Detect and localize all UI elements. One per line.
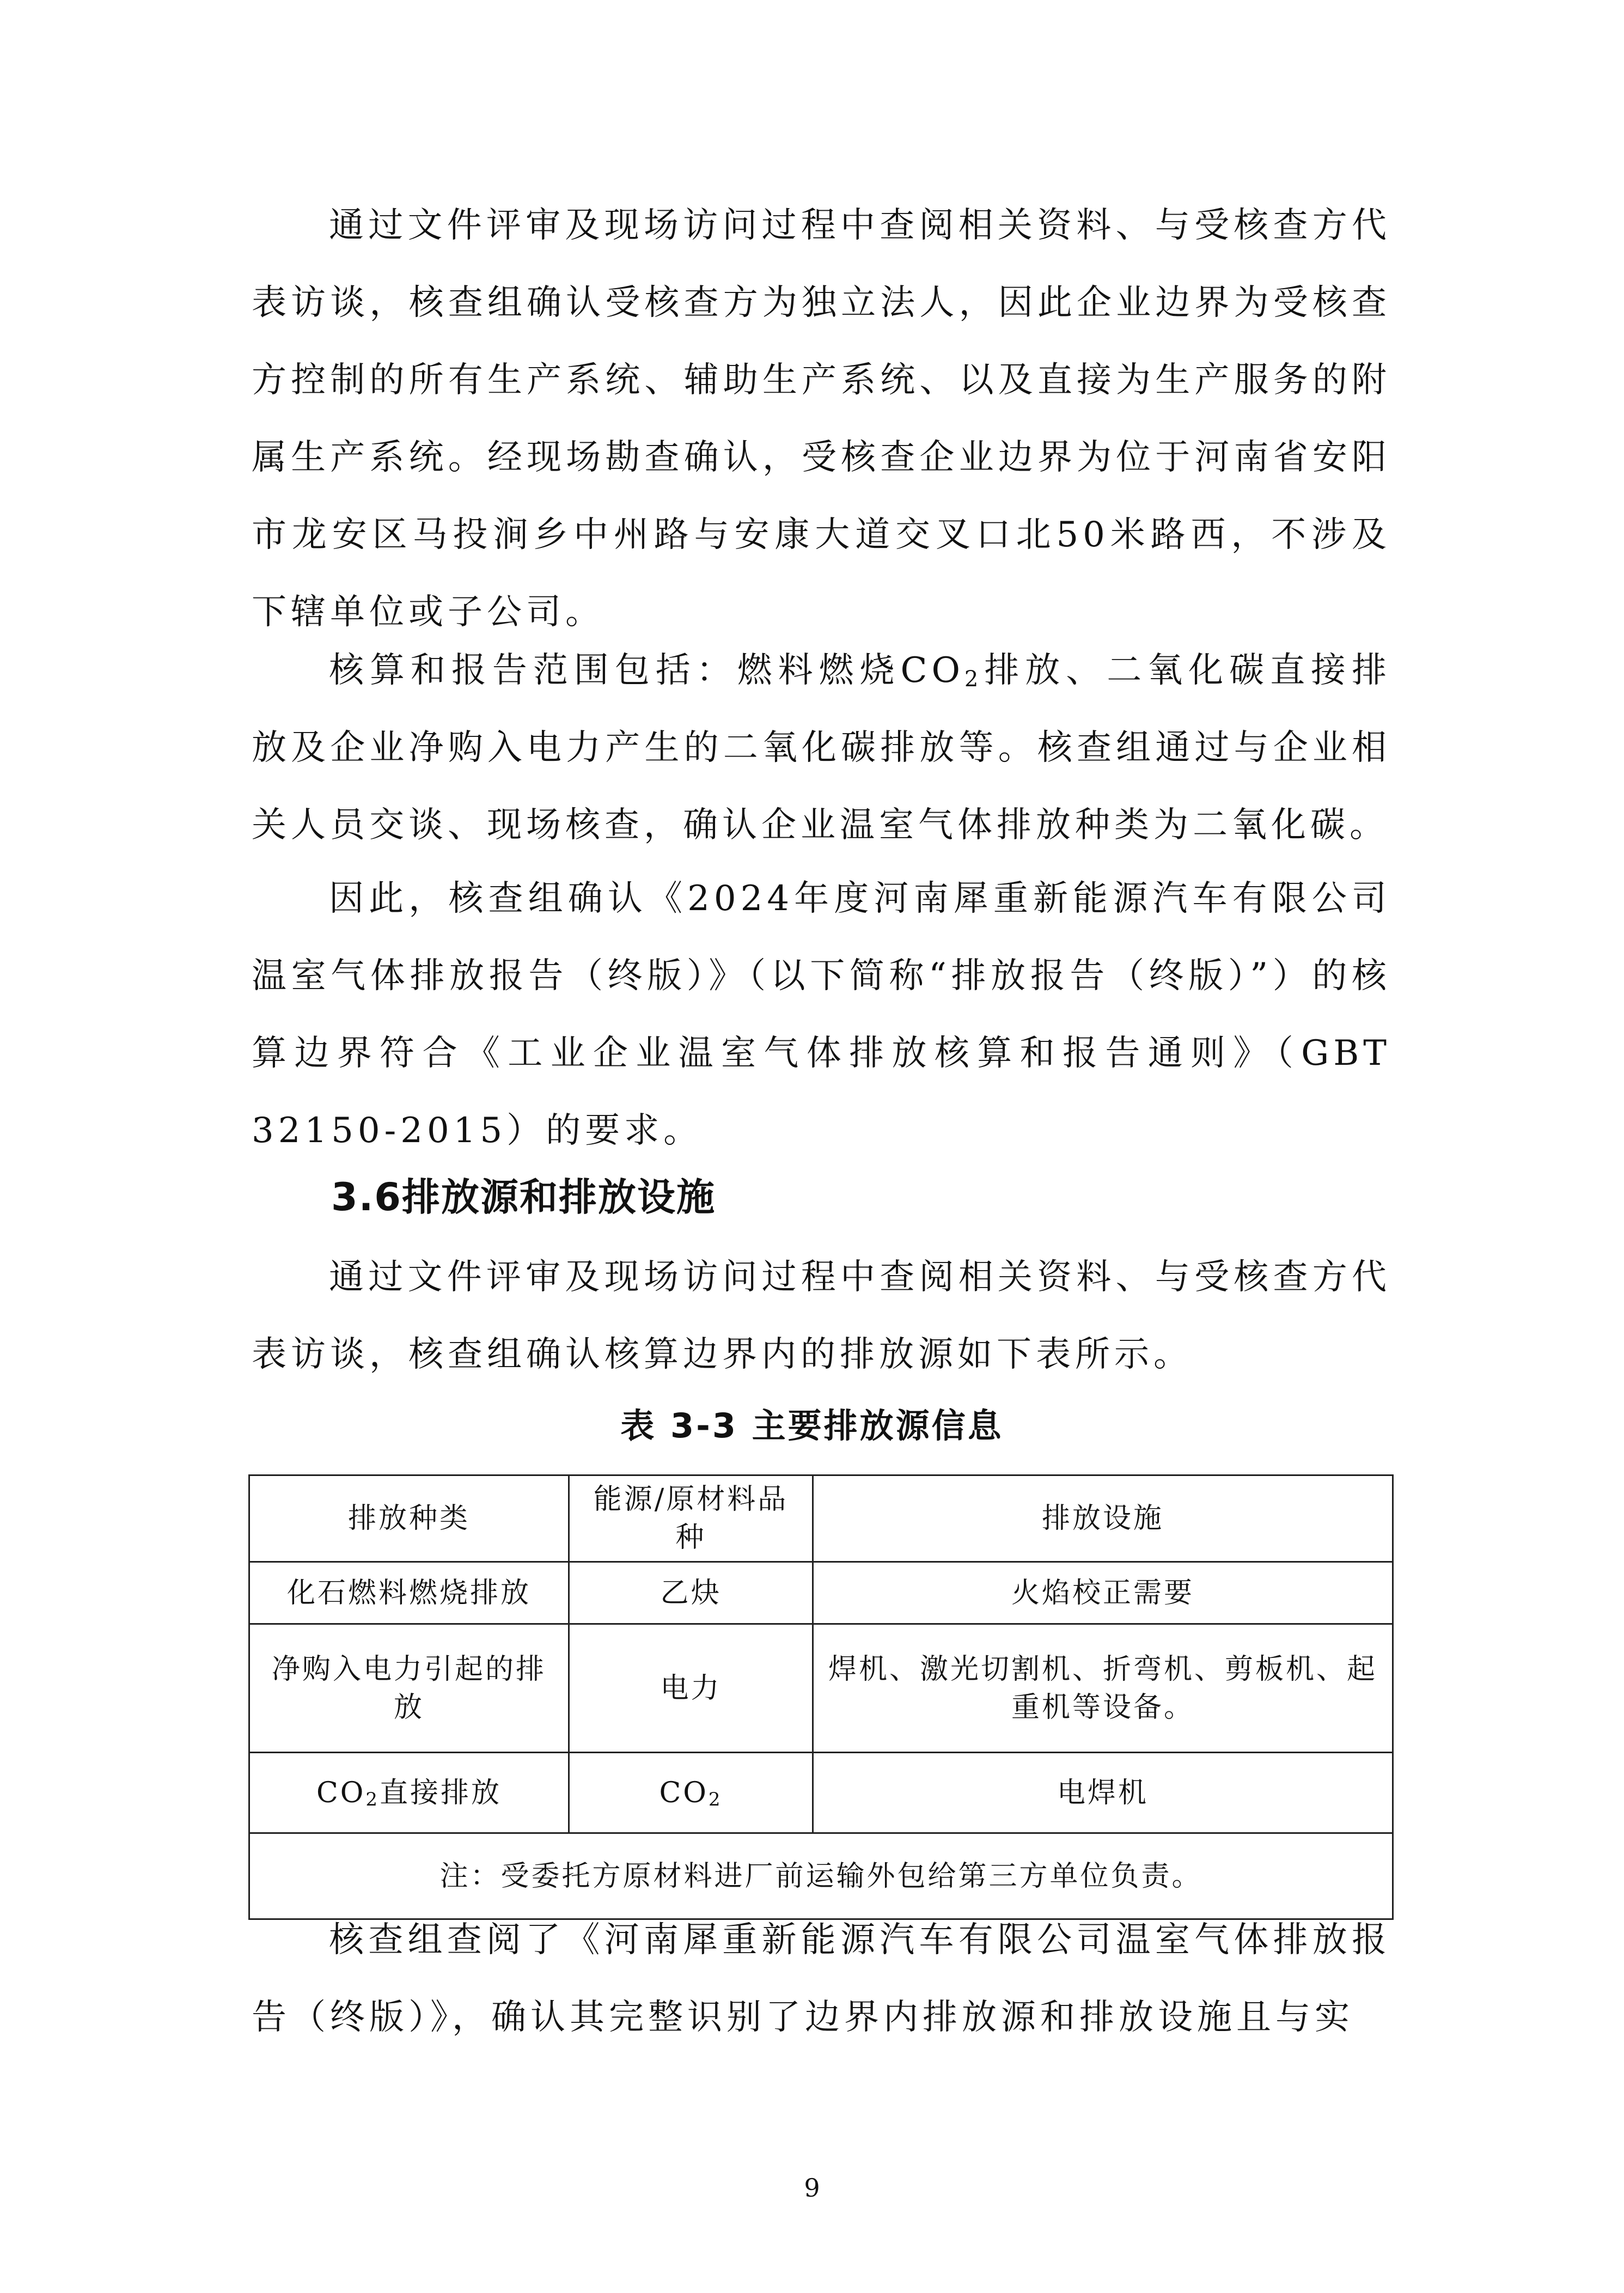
cell-facility: 电焊机 [813, 1753, 1393, 1833]
cell-type: 净购入电力引起的排放 [249, 1624, 569, 1753]
table-caption: 表 3-3 主要排放源信息 [620, 1406, 1004, 1446]
table-row [249, 1753, 1393, 1833]
paragraph-scope-text-a: 核算和报告范围包括：燃料燃烧CO [329, 650, 964, 691]
cell-type [249, 1753, 569, 1833]
cell-type: 化石燃料燃烧排放 [249, 1562, 569, 1624]
subscript-2: 2 [964, 667, 983, 692]
subscript-2: 2 [708, 1788, 723, 1810]
header-facility: 排放设施 [813, 1475, 1393, 1562]
cell-facility: 火焰校正需要 [813, 1562, 1393, 1624]
paragraph-sources-intro: 通过文件评审及现场访问过程中查阅相关资料、与受核查方代表访谈，核查组确认核算边界内的排放源如下表所示。 [252, 1257, 1391, 1375]
subscript-2: 2 [365, 1788, 380, 1810]
direct-emission-text: 直接排放 [380, 1776, 502, 1809]
paragraph-scope [252, 632, 1391, 864]
page-number: 9 [804, 2173, 820, 2203]
table-note: 注：受委托方原材料进厂前运输外包给第三方单位负责。 [249, 1833, 1393, 1919]
header-energy: 能源/原材料品种 [569, 1475, 813, 1562]
table-header-row [249, 1475, 1393, 1562]
co2-text: CO [316, 1776, 366, 1809]
cell-energy: 电力 [569, 1624, 813, 1753]
cell-energy: 乙炔 [569, 1562, 813, 1624]
cell-energy [569, 1753, 813, 1833]
paragraph-boundary: 通过文件评审及现场访问过程中查阅相关资料、与受核查方代表访谈，核查组确认受核查方为独立法人，因此企业边界为受核查方控制的所有生产系统、辅助生产系统、以及直接为生产服务的附属生产系统。经现场勘查确认，受核查企业边界为位于河南省安阳市龙安区马投涧乡中州路与安康大道交叉口北50米路西，不涉及下辖单位或子公司。 [252, 205, 1391, 632]
header-type: 排放种类 [249, 1475, 569, 1562]
paragraph-completeness: 核查组查阅了《河南犀重新能源汽车有限公司温室气体排放报告（终版）》，确认其完整识别了边界内排放源和排放设施且与实 [252, 1920, 1391, 2038]
co2-text: CO [659, 1776, 709, 1809]
cell-facility: 焊机、激光切割机、折弯机、剪板机、起重机等设备。 [813, 1624, 1393, 1753]
emission-source-table [248, 1474, 1394, 1920]
paragraph-conclusion: 因此，核查组确认《2024年度河南犀重新能源汽车有限公司温室气体排放报告（终版）》（以下简称“排放报告（终版）”）的核算边界符合《工业企业温室气体排放核算和报告通则》（GBT 32150-2015）的要求。 [252, 879, 1391, 1151]
section-heading: 3.6排放源和排放设施 [331, 1175, 716, 1219]
table-row [249, 1624, 1393, 1753]
table-row [249, 1562, 1393, 1624]
paragraph-scope-text-b: 排放、二氧化碳直接排放及企业净购入电力产生的二氧化碳排放等。核查组通过与企业相关人员交谈、现场核查，确认企业温室气体排放种类为二氧化碳。 [252, 650, 1391, 845]
